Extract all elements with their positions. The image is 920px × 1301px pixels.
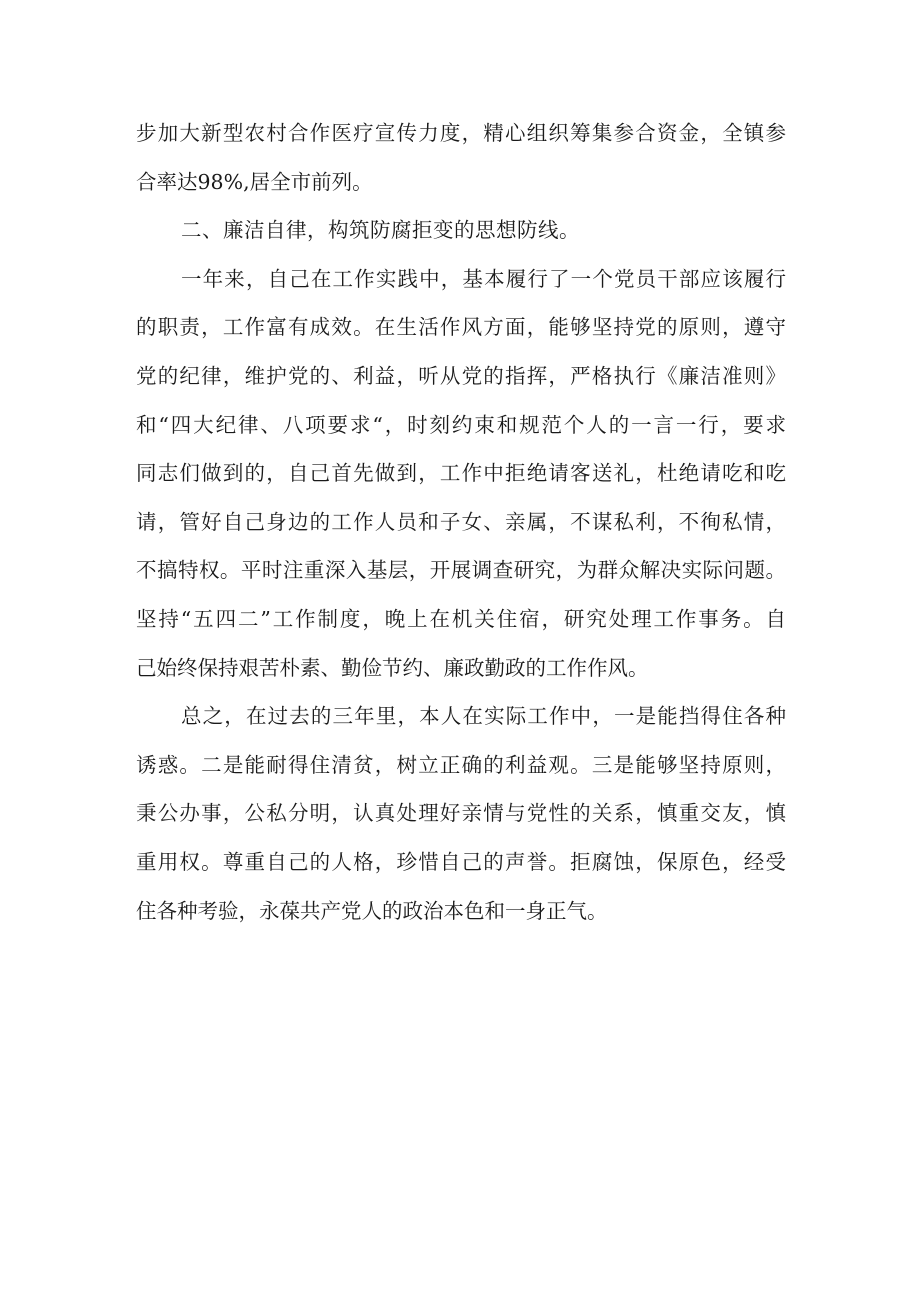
- text-line: 合率达98%,居全市前列。: [136, 169, 373, 194]
- text-line: 和“四大纪律、八项要求“，时刻约束和规范个人的一言一行，要求: [136, 412, 786, 437]
- text-line: 己始终保持艰苦朴素、勤俭节约、廉政勤政的工作作风。: [136, 655, 649, 680]
- text-line: 一年来，自己在工作实践中，基本履行了一个党员干部应该履行: [181, 266, 786, 291]
- text-line: 同志们做到的，自己首先做到，工作中拒绝请客送礼，杜绝请吃和吃: [136, 461, 786, 486]
- text-line: 总之，在过去的三年里，本人在实际工作中，一是能挡得住各种: [181, 704, 786, 729]
- text-line: 秉公办事，公私分明，认真处理好亲情与党性的关系，慎重交友，慎: [136, 801, 786, 826]
- text-line: 步加大新型农村合作医疗宣传力度，精心组织筹集参合资金，全镇参: [136, 121, 786, 145]
- text-line: 党的纪律，维护党的、利益，听从党的指挥，严格执行《廉洁准则》: [136, 363, 786, 388]
- text-line: 住各种考验，永葆共产党人的政治本色和一身正气。: [136, 898, 608, 923]
- text-line: 重用权。尊重自己的人格，珍惜自己的声誉。拒腐蚀，保原色，经受: [136, 849, 786, 874]
- document-body: [136, 109, 786, 935]
- text-line: 不搞特权。平时注重深入基层，开展调查研究，为群众解决实际问题。: [136, 558, 786, 583]
- text-line: 诱惑。二是能耐得住清贫，树立正确的利益观。三是能够坚持原则，: [136, 752, 786, 777]
- text-line: 请，管好自己身边的工作人员和子女、亲属，不谋私利，不徇私情，: [136, 509, 786, 534]
- section-heading: 二、廉洁自律，构筑防腐拒变的思想防线。: [181, 218, 580, 243]
- text-line: 坚持“五四二”工作制度，晚上在机关住宿，研究处理工作事务。自: [136, 606, 786, 631]
- text-line: 的职责，工作富有成效。在生活作风方面，能够坚持党的原则，遵守: [136, 315, 786, 340]
